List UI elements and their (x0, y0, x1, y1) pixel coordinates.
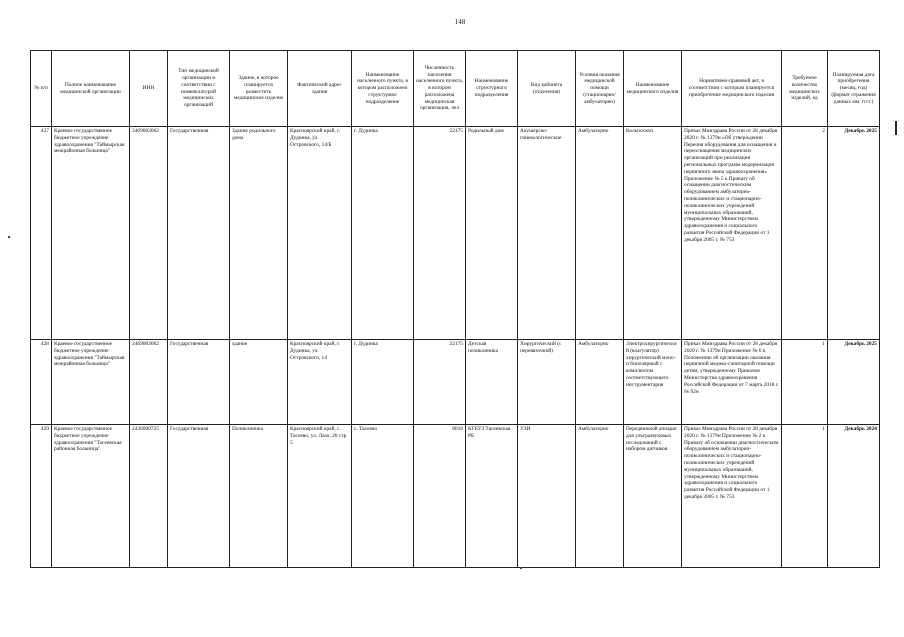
inn: 2469003062 (130, 127, 168, 340)
cabinet: Хирургический (с перевязочной) (518, 340, 576, 425)
scan-speck (520, 567, 522, 569)
building: Здание родильного дома (230, 127, 288, 340)
settlement: г. Дудинка (352, 127, 414, 340)
table-row (31, 340, 880, 425)
org-type: Государственная (168, 127, 230, 340)
header-row (31, 51, 880, 127)
scan-edge-mark (895, 121, 897, 135)
header-cell: Вид кабинета (отделения) (518, 51, 576, 127)
header-cell: Тип медицинской организации в соответствии с номенклатурой медицинских организаций (168, 51, 230, 127)
header-cell: Условия оказания медицинской помощи (стационарно/ амбулаторно) (576, 51, 624, 127)
device: Кольпоскоп (624, 127, 682, 340)
header-cell: Планируемая дата приобретения (месяц, год) (формат отражения данных мм. гггг.) (828, 51, 880, 127)
header-cell: Требуемое количество медицинских изделий, ед (782, 51, 828, 127)
row-number: 427 (31, 127, 52, 340)
org-name: Краевое государственное бюджетное учреждение здравоохранения "Таймырская межрайонная больница" (52, 340, 130, 425)
header-cell: Численность населения населенного пункта, в котором расположена медицинская организация, чел (414, 51, 466, 127)
building: Поликлиника (230, 425, 288, 568)
legal-act: Приказ Минздрава России от 28 декабря 2020 г. № 1379н Приложение № 2 к Приказу об оснащении диагностическим оборудованием амбулаторно-поликлинических и стационарно-поликлинических учреждений муниципальных образований, утвержденному Министерством здравоохранения и социального развития Российской Федерации от 1 декабря 2005 г. № 753 (682, 425, 782, 568)
legal-act: Приказ Минздрава России от 28 декабря 2020 г. № 1379н Приложение № 6 к Положению об организации оказания первичной медико-санитарной помощи детям, утвержденному Приказом Министерства здравоохранения Российской Федерации от 7 марта 2018 г. № 92н (682, 340, 782, 425)
population: 22175 (414, 127, 466, 340)
header-cell: ИНН (130, 51, 168, 127)
header-cell: Наименование медицинского изделия (624, 51, 682, 127)
quantity: 2 (782, 127, 828, 340)
header-cell: № п/п (31, 51, 52, 127)
conditions: Амбулаторно (576, 425, 624, 568)
unit: Детская поликлиника (466, 340, 518, 425)
device: Электрохирургический (коагулятор) хирургический моно- и биполярный с комплектом соответствующего инструментария (624, 340, 682, 425)
population: 22175 (414, 340, 466, 425)
page-number: 148 (454, 18, 466, 26)
legal-act: Приказ Минздрава России от 28 декабря 2020 г. № 1379н «Об утверждении Перечня оборудования для оснащения и переоснащения медицинских организаций при реализации региональных программ модернизации первичного звена здравоохранения» Приложение № 5 к Приказу об оснащении диагностическим оборудованием амбулаторно-поликлинических и стационарно-поликлинических учреждений муниципальных образований, утвержденному Министерством здравоохранения и социального развития Российской Федерации от 1 декабря 2005 г. № 753 (682, 127, 782, 340)
row-number: 429 (31, 425, 52, 568)
scan-speck (8, 236, 10, 238)
planned-date: Декабрь 2024 (828, 425, 880, 568)
unit: Родильный дом (466, 127, 518, 340)
table-row (31, 127, 880, 340)
quantity: 1 (782, 340, 828, 425)
inn: 2436000725 (130, 425, 168, 568)
planned-date: Декабрь 2025 (828, 340, 880, 425)
address: Красноярский край, г. Дудинка, ул. Островского, 14/Б (288, 127, 352, 340)
conditions: Амбулаторно (576, 127, 624, 340)
header-cell: Здание, в которое планируется разместить медицинское изделие (230, 51, 288, 127)
equipment-table (30, 50, 880, 568)
header-cell: Наименование населенного пункта, в котором расположено структурное подразделение (352, 51, 414, 127)
cabinet: Акушерско-гинекологические (518, 127, 576, 340)
device: Передвижной аппарат для ультразвуковых исследований с набором датчиков (624, 425, 682, 568)
org-name: Краевое государственное бюджетное учреждение здравоохранения "Тасеевская районная больница" (52, 425, 130, 568)
cabinet: УЗИ (518, 425, 576, 568)
org-type: Государственная (168, 425, 230, 568)
header-cell: Наименование структурного подразделения (466, 51, 518, 127)
org-name: Краевое государственное бюджетное учреждение здравоохранения "Таймырская межрайонная больница" (52, 127, 130, 340)
building: здание (230, 340, 288, 425)
header-cell: Полное наименование медицинской организации (52, 51, 130, 127)
conditions: Амбулаторно (576, 340, 624, 425)
table-row (31, 425, 880, 568)
quantity: 1 (782, 425, 828, 568)
population: 8018 (414, 425, 466, 568)
planned-date: Декабрь 2025 (828, 127, 880, 340)
address: Красноярский край, г. Дудинка, ул. Островского, 14 (288, 340, 352, 425)
unit: КГБУЗ Тасеевская РБ (466, 425, 518, 568)
row-number: 428 (31, 340, 52, 425)
org-type: Государственная (168, 340, 230, 425)
header-cell: Нормативно-правовой акт, в соответствии с которым планируется приобретение медицинского изделия (682, 51, 782, 127)
address: Красноярский край, с. Тасеево, ул. Лазо, 20 стр 5 (288, 425, 352, 568)
inn: 2469003062 (130, 340, 168, 425)
header-cell: Фактический адрес здания (288, 51, 352, 127)
settlement: г. Дудинка (352, 340, 414, 425)
settlement: с. Тасеево (352, 425, 414, 568)
